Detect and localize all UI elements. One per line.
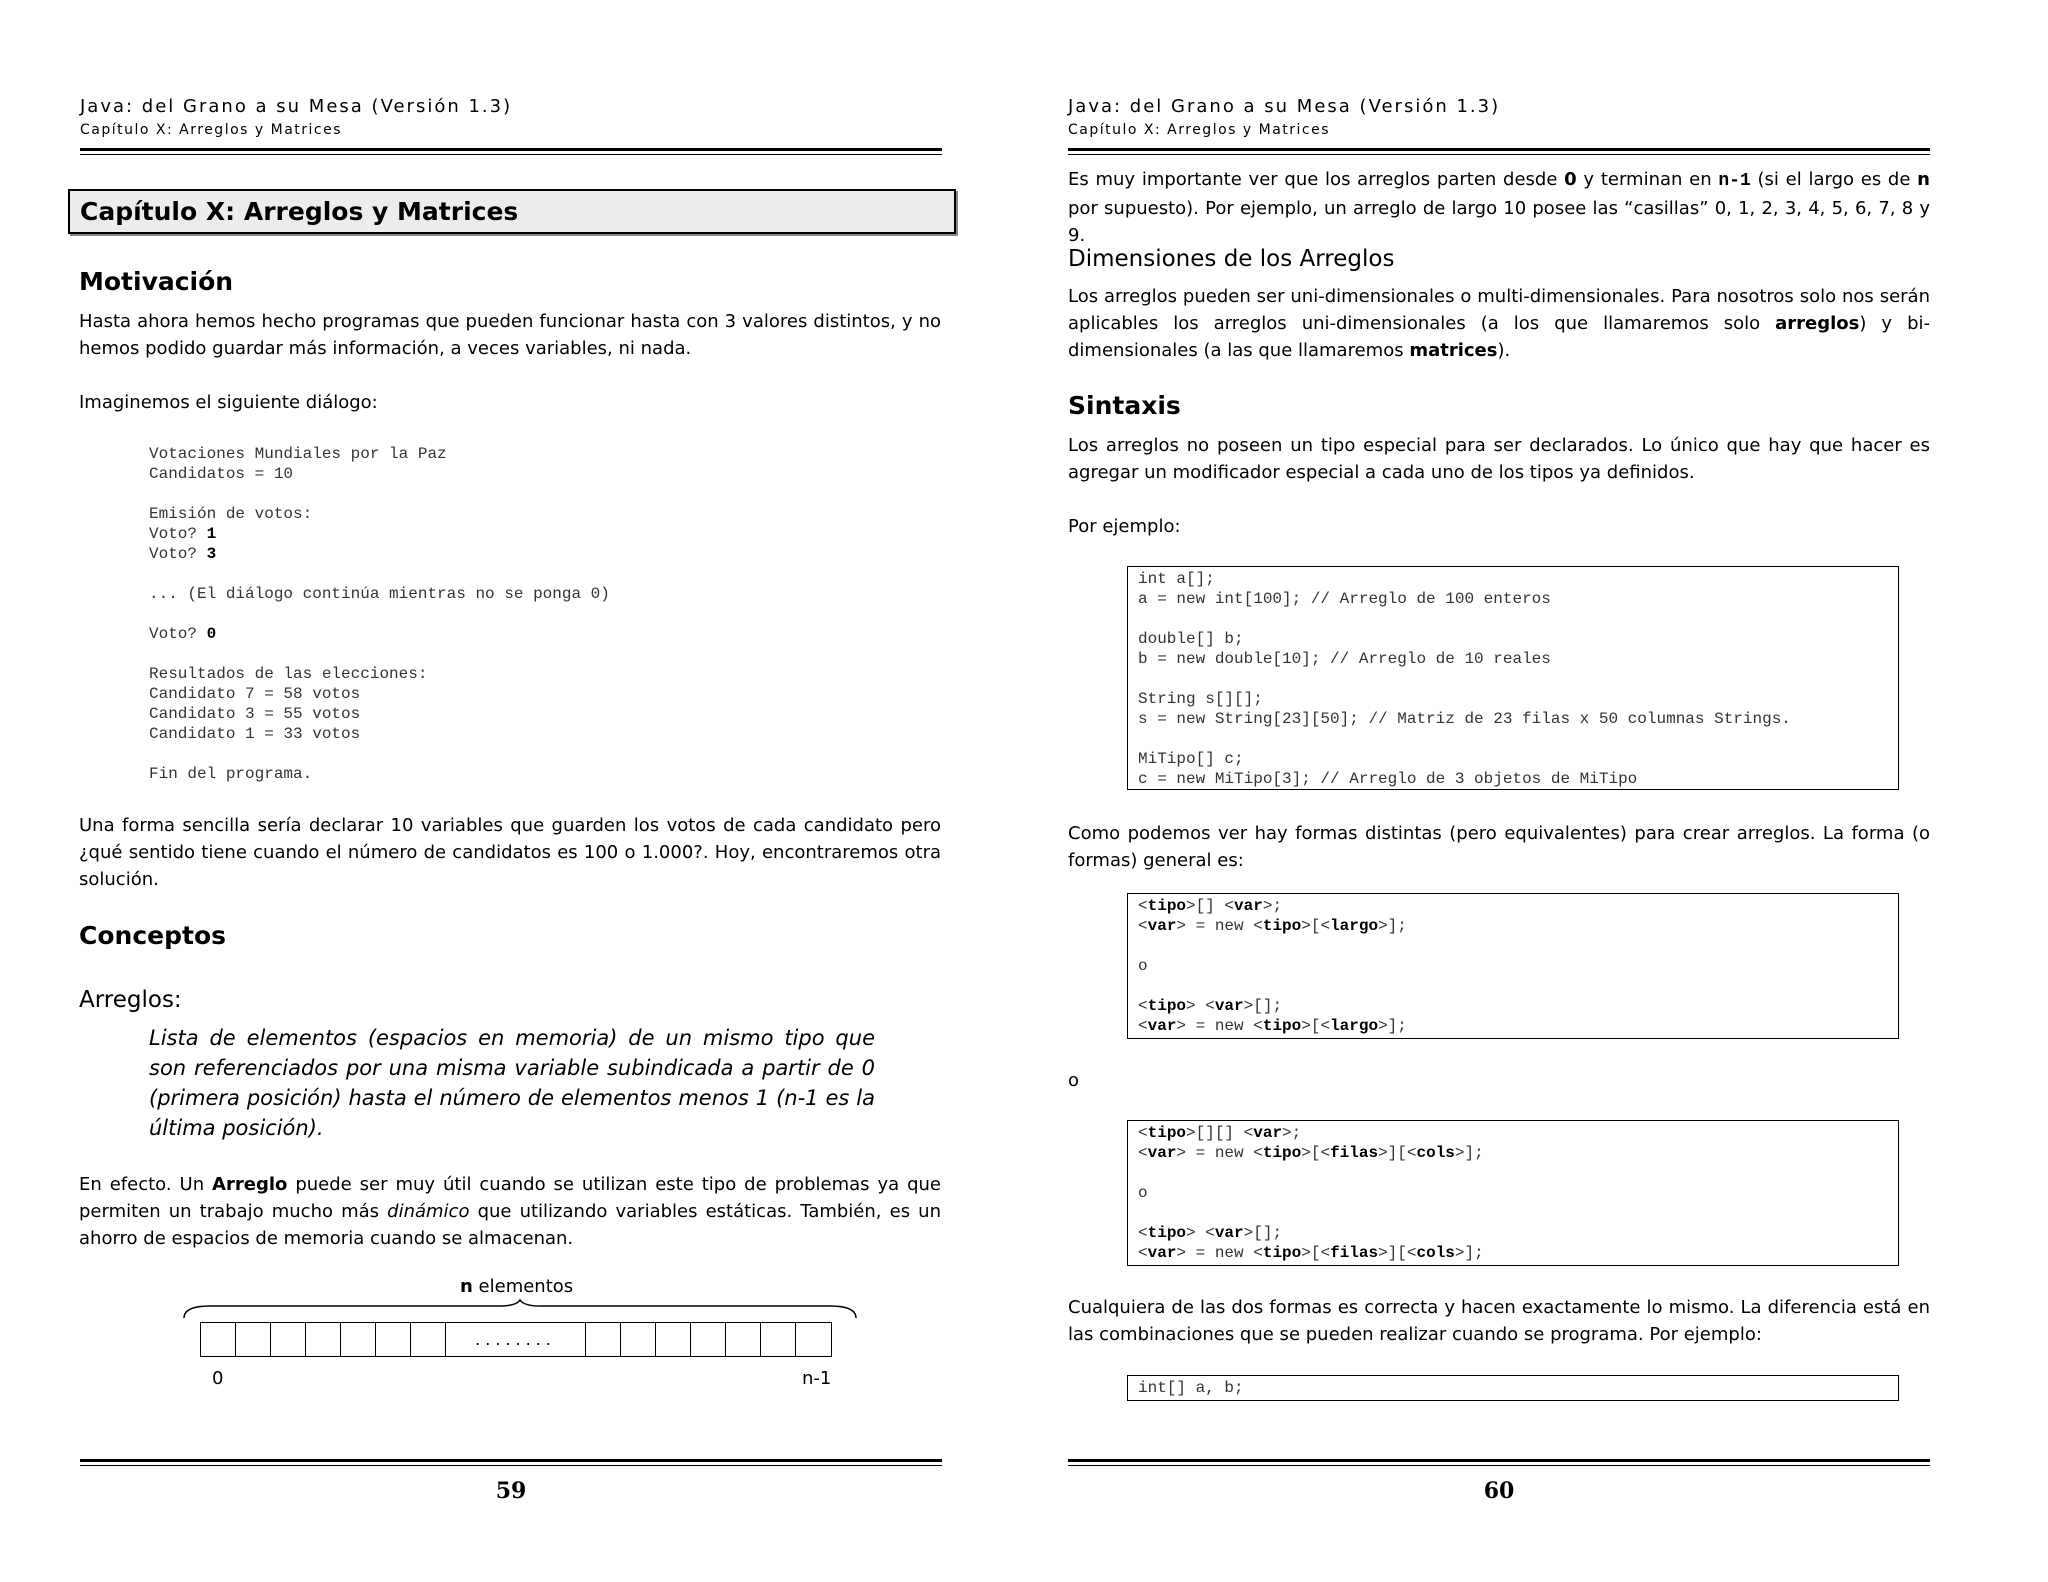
array-cell	[761, 1323, 796, 1356]
array-diagram	[180, 1276, 860, 1396]
array-cell	[621, 1323, 656, 1356]
code-block-declarations: int a[]; a = new int[100]; // Arreglo de 100 enteros double[] b; b = new double[10]; // Arreglo de 10 reales String s[][]; s = new String[23][50]; // Matriz de 23 filas x 50 columnas Strings. MiTipo[] c; c = new MiTipo[3]; // Arreglo de 3 objetos de MiTipo	[1127, 566, 1899, 790]
solution-paragraph: Una forma sencilla sería declarar 10 variables que guarden los votos de cada candidato pero ¿qué sentido tiene cuando el número de candidatos es 100 o 1.000?. Hoy, encontraremos otra solución.	[79, 815, 941, 890]
code-block-multi-declaration: int[] a, b;	[1127, 1375, 1899, 1401]
chapter-title: Capítulo X: Arreglos y Matrices	[80, 197, 519, 226]
header-rule	[1068, 148, 1930, 155]
motivacion-paragraph: Hasta ahora hemos hecho programas que pueden funcionar hasta con 3 valores distintos, y no hemos podido guardar más información, a veces variables, ni nada.	[79, 311, 941, 359]
page-number: 59	[495, 1478, 527, 1504]
array-cell	[656, 1323, 691, 1356]
page-number: 60	[1483, 1478, 1515, 1504]
dialog-intro: Imaginemos el siguiente diálogo:	[79, 392, 378, 413]
combinations-paragraph: Cualquiera de las dos formas es correcta y hacen exactamente lo mismo. La diferencia está en las combinaciones que se pueden realizar cuando se programa. Por ejemplo:	[1068, 1297, 1930, 1345]
general-form-paragraph: Como podemos ver hay formas distintas (pero equivalentes) para crear arreglos. La forma (o formas) general es:	[1068, 823, 1930, 871]
right-page	[1024, 0, 2048, 1582]
chapter-header: Capítulo X: Arreglos y Matrices	[80, 122, 343, 138]
arreglo-usefulness-paragraph: En efecto. Un Arreglo puede ser muy útil cuando se utilizan este tipo de problemas ya que permiten un trabajo mucho más dinámico que utilizando variables estáticas. También, es un ahorro de espacios de memoria cuando se almacenan.	[79, 1174, 941, 1249]
array-cell	[201, 1323, 236, 1356]
array-cell	[586, 1323, 621, 1356]
code-block-1d-syntax: <tipo>[] <var>; <var> = new <tipo>[<largo>]; o <tipo> <var>[]; <var> = new <tipo>[<largo>];	[1127, 893, 1899, 1039]
example-intro: Por ejemplo:	[1068, 516, 1181, 537]
book-title-header: Java: del Grano a su Mesa (Versión 1.3)	[80, 96, 513, 117]
index-start-label: 0	[212, 1368, 224, 1389]
array-cell	[691, 1323, 726, 1356]
n-elements-label: n elementos	[460, 1276, 574, 1297]
dimensiones-paragraph: Los arreglos pueden ser uni-dimensionales o multi-dimensionales. Para nosotros solo nos serán aplicables los arreglos uni-dimensionales (a los que llamaremos solo arreglos) y bi-dimensionales (a las que llamaremos matrices).	[1068, 286, 1931, 361]
arreglo-definition: Lista de elementos (espacios en memoria) de un mismo tipo que son referenciados por una misma variable subindicada a partir de 0 (primera posición) hasta el número de elementos menos 1 (n-1 es la última posición).	[149, 1026, 875, 1140]
sintaxis-paragraph: Los arreglos no poseen un tipo especial para ser declarados. Lo único que hay que hacer es agregar un modificador especial a cada uno de los tipos ya definidos.	[1068, 435, 1930, 483]
array-cell	[341, 1323, 376, 1356]
chapter-header: Capítulo X: Arreglos y Matrices	[1068, 122, 1331, 138]
sintaxis-heading: Sintaxis	[1068, 391, 1181, 420]
header-rule	[80, 148, 942, 155]
index-end-label: n-1	[802, 1368, 832, 1389]
array-cell	[726, 1323, 761, 1356]
array-cells	[200, 1322, 832, 1357]
array-cell	[376, 1323, 411, 1356]
conceptos-heading: Conceptos	[79, 921, 226, 950]
dialog-example: Votaciones Mundiales por la Paz Candidatos = 10 Emisión de votos: Voto? 1 Voto? 3 ... (El diálogo continúa mientras no se ponga 0) Voto? 0 Resultados de las elecciones: Candidato 7 = 58 votos Candidato 3 = 55 votos Candidato 1 = 33 votos Fin del programa.	[149, 445, 610, 783]
motivacion-heading: Motivación	[79, 267, 234, 296]
brace-icon	[180, 1298, 860, 1322]
code-block-2d-syntax: <tipo>[][] <var>; <var> = new <tipo>[<filas>][<cols>]; o <tipo> <var>[]; <var> = new <tipo>[<filas>][<cols>];	[1127, 1120, 1899, 1266]
book-title-header: Java: del Grano a su Mesa (Versión 1.3)	[1068, 96, 1501, 117]
array-cell	[306, 1323, 341, 1356]
arreglos-heading: Arreglos:	[79, 987, 182, 1013]
array-ellipsis: ........	[446, 1323, 586, 1356]
array-cell	[411, 1323, 446, 1356]
footer-rule	[80, 1459, 942, 1466]
array-cell	[236, 1323, 271, 1356]
array-cell	[271, 1323, 306, 1356]
array-bounds-paragraph: Es muy importante ver que los arreglos parten desde 0 y terminan en n-1 (si el largo es de n por supuesto). Por ejemplo, un arreglo de largo 10 posee las “casillas” 0, 1, 2, 3, 4, 5, 6, 7, 8 y 9.	[1068, 169, 1930, 246]
chapter-title-box	[68, 189, 956, 234]
dimensiones-heading: Dimensiones de los Arreglos	[1068, 246, 1395, 272]
array-cell	[796, 1323, 831, 1356]
footer-rule	[1068, 1459, 1930, 1466]
or-separator: o	[1068, 1070, 1080, 1091]
